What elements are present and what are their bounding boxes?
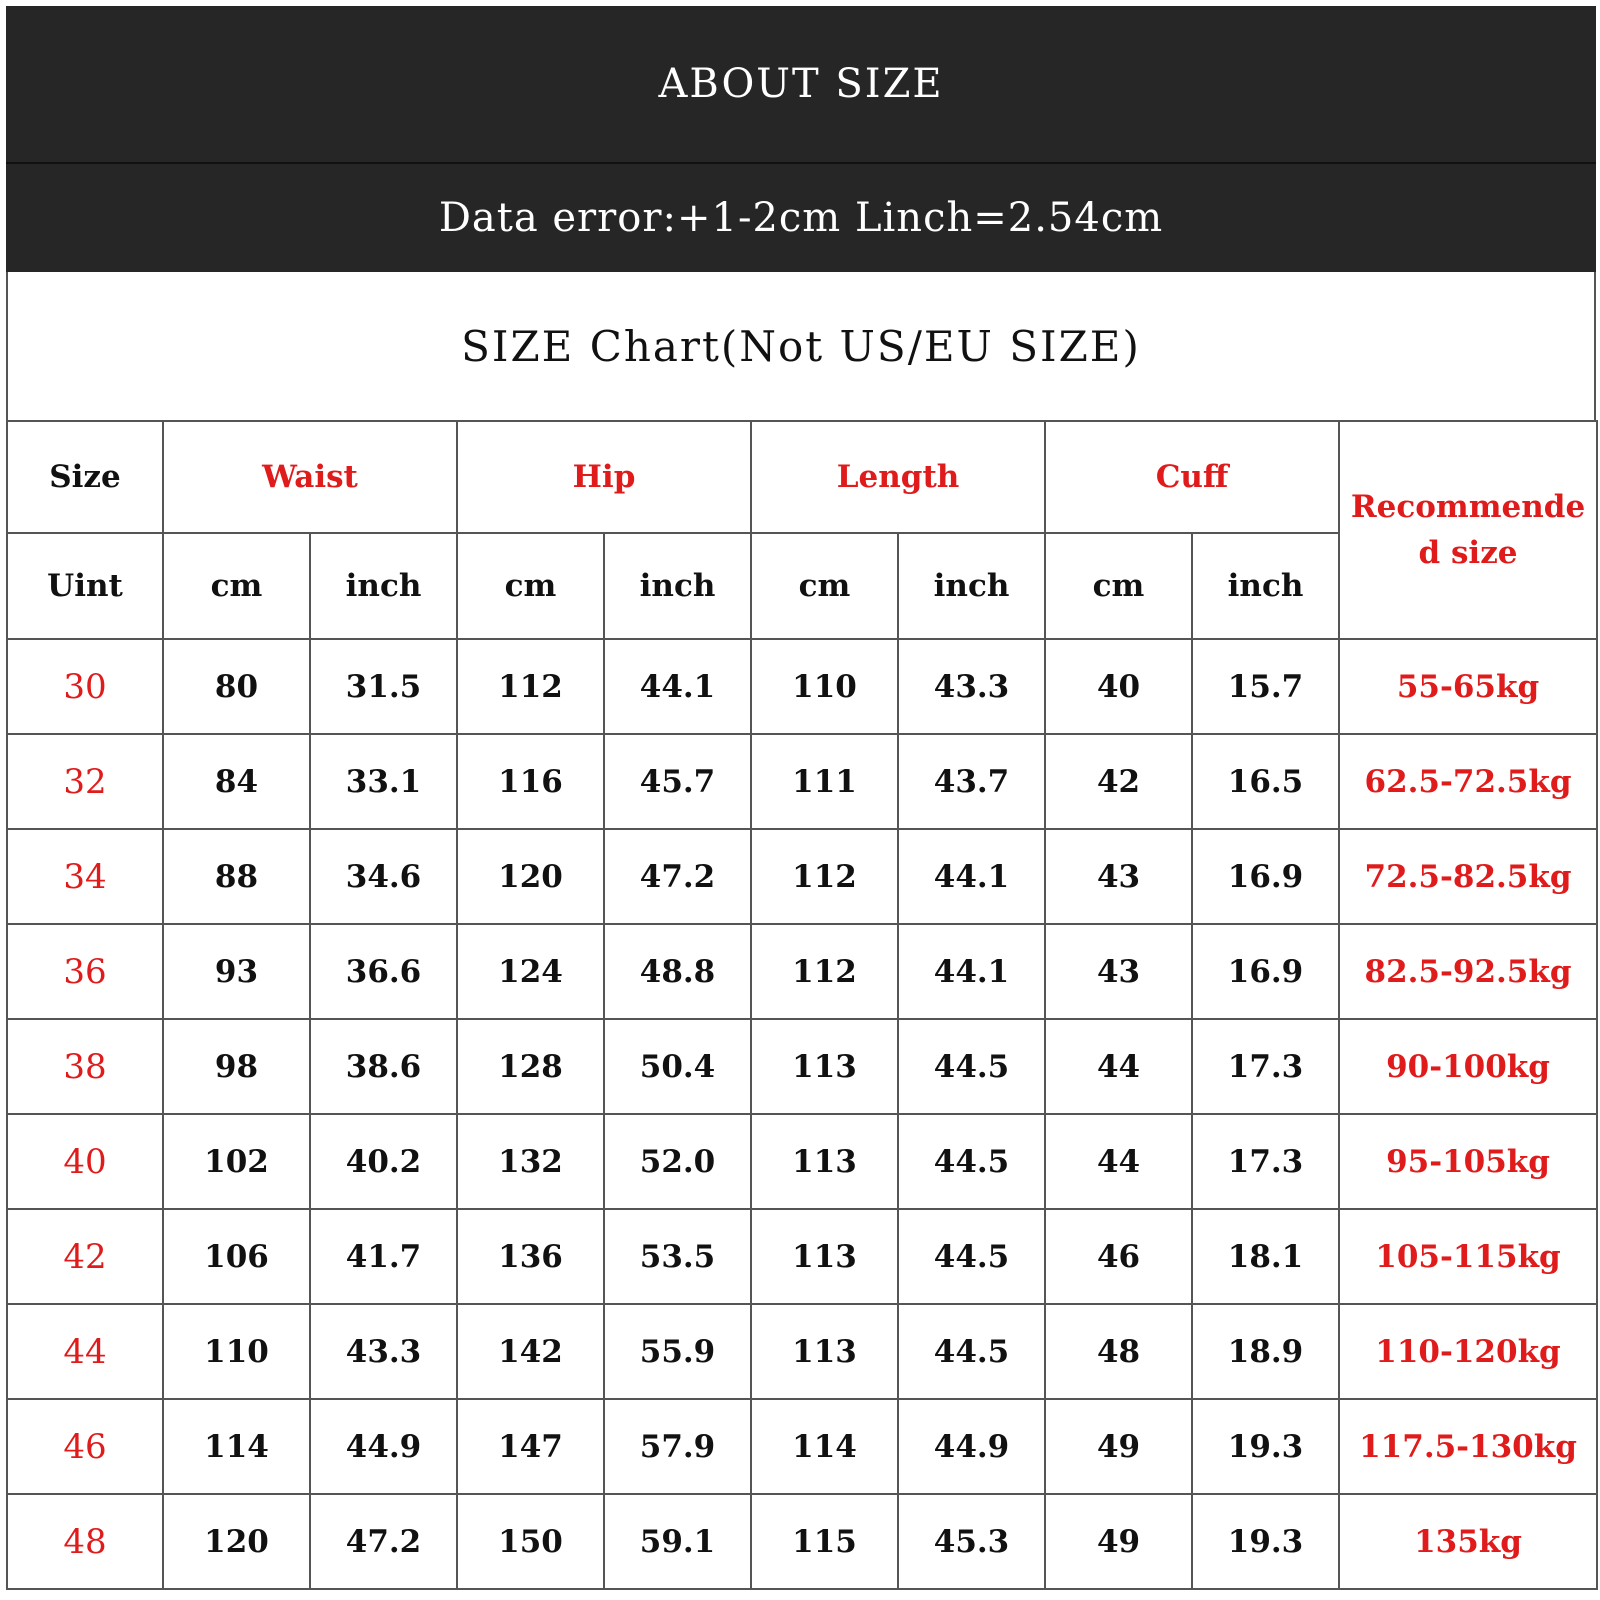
waist-inch-cell: 43.3 — [310, 1304, 457, 1399]
table-row — [7, 1304, 1597, 1399]
waist-cm-cell: 88 — [163, 829, 310, 924]
length-cm-cell: 112 — [751, 924, 898, 1019]
hip-inch-cell: 53.5 — [604, 1209, 751, 1304]
length-inch-cell: 44.5 — [898, 1019, 1045, 1114]
hip-cm-cell: 136 — [457, 1209, 604, 1304]
about-size-title: ABOUT SIZE — [658, 61, 944, 107]
hip-cm-cell: 147 — [457, 1399, 604, 1494]
hip-header: Hip — [457, 421, 751, 533]
cuff-cm-cell: 46 — [1045, 1209, 1192, 1304]
waist-inch-header: inch — [310, 533, 457, 639]
cuff-cm-cell: 49 — [1045, 1399, 1192, 1494]
group-header-row — [7, 421, 1597, 533]
cuff-inch-cell: 18.9 — [1192, 1304, 1339, 1399]
recommended-size-cell: 72.5-82.5kg — [1339, 829, 1597, 924]
size-chart-sheet — [6, 6, 1596, 1596]
length-cm-cell: 113 — [751, 1304, 898, 1399]
waist-cm-cell: 93 — [163, 924, 310, 1019]
recommended-size-header — [1339, 421, 1597, 639]
cuff-cm-cell: 43 — [1045, 924, 1192, 1019]
length-cm-cell: 111 — [751, 734, 898, 829]
waist-inch-cell: 44.9 — [310, 1399, 457, 1494]
hip-cm-cell: 150 — [457, 1494, 604, 1589]
length-inch-cell: 44.1 — [898, 924, 1045, 1019]
waist-cm-cell: 80 — [163, 639, 310, 734]
table-row — [7, 829, 1597, 924]
length-inch-cell: 44.5 — [898, 1304, 1045, 1399]
length-cm-cell: 114 — [751, 1399, 898, 1494]
cuff-cm-header: cm — [1045, 533, 1192, 639]
hip-inch-cell: 47.2 — [604, 829, 751, 924]
length-inch-cell: 44.5 — [898, 1209, 1045, 1304]
waist-inch-cell: 31.5 — [310, 639, 457, 734]
size-cell: 32 — [7, 734, 163, 829]
hip-inch-cell: 48.8 — [604, 924, 751, 1019]
cuff-inch-cell: 19.3 — [1192, 1494, 1339, 1589]
cuff-header: Cuff — [1045, 421, 1339, 533]
size-cell: 46 — [7, 1399, 163, 1494]
waist-cm-cell: 84 — [163, 734, 310, 829]
length-inch-cell: 43.3 — [898, 639, 1045, 734]
hip-inch-header: inch — [604, 533, 751, 639]
cuff-cm-cell: 43 — [1045, 829, 1192, 924]
hip-inch-cell: 44.1 — [604, 639, 751, 734]
length-inch-cell: 45.3 — [898, 1494, 1045, 1589]
size-cell: 48 — [7, 1494, 163, 1589]
recommended-size-cell: 117.5-130kg — [1339, 1399, 1597, 1494]
length-cm-cell: 110 — [751, 639, 898, 734]
waist-inch-cell: 34.6 — [310, 829, 457, 924]
waist-inch-cell: 40.2 — [310, 1114, 457, 1209]
hip-inch-cell: 55.9 — [604, 1304, 751, 1399]
cuff-inch-cell: 19.3 — [1192, 1399, 1339, 1494]
waist-inch-cell: 36.6 — [310, 924, 457, 1019]
size-cell: 40 — [7, 1114, 163, 1209]
table-row — [7, 734, 1597, 829]
length-cm-cell: 113 — [751, 1019, 898, 1114]
table-row — [7, 1114, 1597, 1209]
length-inch-header: inch — [898, 533, 1045, 639]
recommended-size-cell: 110-120kg — [1339, 1304, 1597, 1399]
hip-inch-cell: 50.4 — [604, 1019, 751, 1114]
cuff-cm-cell: 40 — [1045, 639, 1192, 734]
hip-cm-cell: 124 — [457, 924, 604, 1019]
table-row — [7, 1494, 1597, 1589]
cuff-cm-cell: 44 — [1045, 1019, 1192, 1114]
about-size-banner — [6, 6, 1596, 164]
table-row — [7, 924, 1597, 1019]
hip-cm-cell: 132 — [457, 1114, 604, 1209]
cuff-inch-cell: 18.1 — [1192, 1209, 1339, 1304]
cuff-inch-cell: 16.5 — [1192, 734, 1339, 829]
size-cell: 30 — [7, 639, 163, 734]
recommended-size-cell: 82.5-92.5kg — [1339, 924, 1597, 1019]
cuff-inch-header: inch — [1192, 533, 1339, 639]
waist-inch-cell: 41.7 — [310, 1209, 457, 1304]
length-inch-cell: 44.1 — [898, 829, 1045, 924]
waist-cm-cell: 120 — [163, 1494, 310, 1589]
size-header: Size — [7, 421, 163, 533]
cuff-inch-cell: 16.9 — [1192, 829, 1339, 924]
size-cell: 44 — [7, 1304, 163, 1399]
length-inch-cell: 43.7 — [898, 734, 1045, 829]
hip-cm-cell: 142 — [457, 1304, 604, 1399]
size-cell: 38 — [7, 1019, 163, 1114]
hip-inch-cell: 59.1 — [604, 1494, 751, 1589]
waist-cm-cell: 98 — [163, 1019, 310, 1114]
length-header: Length — [751, 421, 1045, 533]
cuff-inch-cell: 15.7 — [1192, 639, 1339, 734]
recommended-size-cell: 95-105kg — [1339, 1114, 1597, 1209]
waist-inch-cell: 38.6 — [310, 1019, 457, 1114]
cuff-cm-cell: 44 — [1045, 1114, 1192, 1209]
size-cell: 42 — [7, 1209, 163, 1304]
length-cm-header: cm — [751, 533, 898, 639]
recommended-size-cell: 90-100kg — [1339, 1019, 1597, 1114]
hip-inch-cell: 45.7 — [604, 734, 751, 829]
length-inch-cell: 44.9 — [898, 1399, 1045, 1494]
hip-inch-cell: 57.9 — [604, 1399, 751, 1494]
size-table — [6, 420, 1598, 1590]
hip-cm-cell: 112 — [457, 639, 604, 734]
size-chart-title: SIZE Chart(Not US/EU SIZE) — [461, 321, 1141, 371]
hip-cm-header: cm — [457, 533, 604, 639]
length-cm-cell: 112 — [751, 829, 898, 924]
table-row — [7, 1019, 1597, 1114]
recommended-size-cell: 135kg — [1339, 1494, 1597, 1589]
waist-cm-cell: 110 — [163, 1304, 310, 1399]
length-cm-cell: 113 — [751, 1114, 898, 1209]
recommended-header-line2: d size — [1418, 535, 1518, 571]
table-row — [7, 1399, 1597, 1494]
cuff-inch-cell: 17.3 — [1192, 1114, 1339, 1209]
waist-inch-cell: 33.1 — [310, 734, 457, 829]
recommended-size-cell: 55-65kg — [1339, 639, 1597, 734]
table-row — [7, 1209, 1597, 1304]
waist-inch-cell: 47.2 — [310, 1494, 457, 1589]
hip-cm-cell: 128 — [457, 1019, 604, 1114]
cuff-inch-cell: 16.9 — [1192, 924, 1339, 1019]
waist-cm-cell: 102 — [163, 1114, 310, 1209]
recommended-header-line1: Recommende — [1350, 489, 1586, 525]
cuff-inch-cell: 17.3 — [1192, 1019, 1339, 1114]
hip-inch-cell: 52.0 — [604, 1114, 751, 1209]
table-row — [7, 639, 1597, 734]
data-error-banner — [6, 164, 1596, 272]
recommended-size-cell: 105-115kg — [1339, 1209, 1597, 1304]
size-chart-title-bar — [6, 272, 1596, 420]
size-cell: 36 — [7, 924, 163, 1019]
length-cm-cell: 113 — [751, 1209, 898, 1304]
size-cell: 34 — [7, 829, 163, 924]
waist-header: Waist — [163, 421, 457, 533]
length-cm-cell: 115 — [751, 1494, 898, 1589]
waist-cm-header: cm — [163, 533, 310, 639]
length-inch-cell: 44.5 — [898, 1114, 1045, 1209]
hip-cm-cell: 116 — [457, 734, 604, 829]
cuff-cm-cell: 49 — [1045, 1494, 1192, 1589]
cuff-cm-cell: 42 — [1045, 734, 1192, 829]
waist-cm-cell: 114 — [163, 1399, 310, 1494]
hip-cm-cell: 120 — [457, 829, 604, 924]
unit-header: Uint — [7, 533, 163, 639]
recommended-size-cell: 62.5-72.5kg — [1339, 734, 1597, 829]
cuff-cm-cell: 48 — [1045, 1304, 1192, 1399]
data-error-note: Data error:+1-2cm Linch=2.54cm — [438, 195, 1164, 241]
waist-cm-cell: 106 — [163, 1209, 310, 1304]
